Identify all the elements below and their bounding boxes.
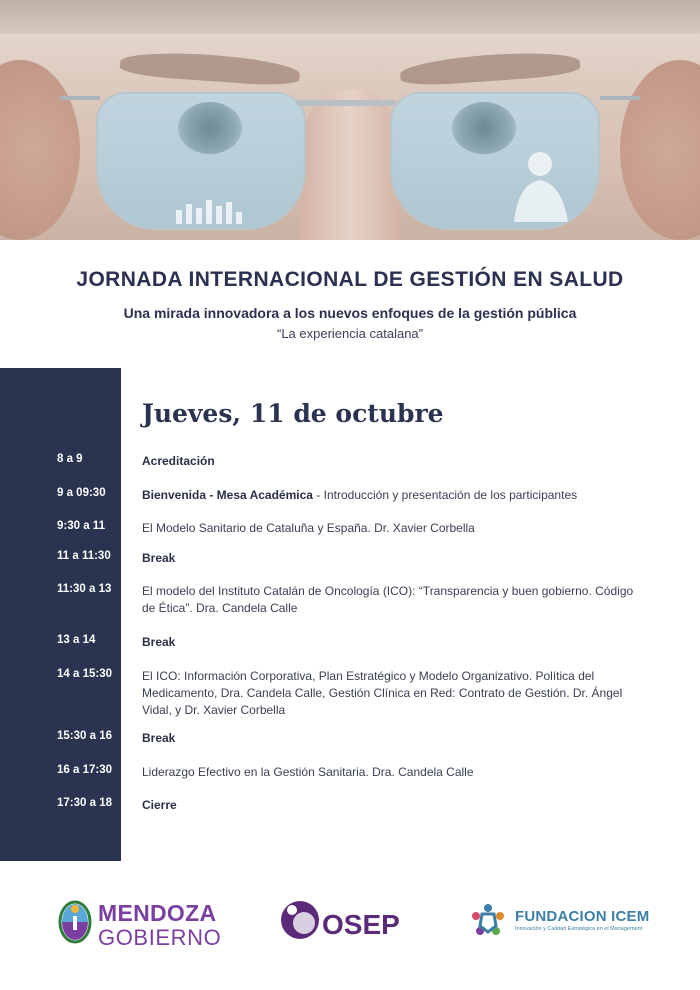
schedule-description: Break bbox=[142, 635, 176, 649]
header-photo bbox=[0, 0, 700, 240]
icem-tagline: Innovación y Calidad Estratégica en el Management bbox=[515, 926, 643, 932]
schedule-description: El modelo del Instituto Catalán de Oncología (ICO): “Transparencia y buen gobierno. Código de Ética”. Dra. Candela Calle bbox=[142, 584, 634, 615]
sponsor-logos bbox=[0, 890, 700, 960]
mendoza-shield-icon bbox=[58, 900, 92, 944]
schedule-time: 13 a 14 bbox=[57, 634, 96, 646]
icem-wordmark: FUNDACION ICEM bbox=[515, 908, 650, 925]
event-subtitle: Una mirada innovadora a los nuevos enfoques de la gestión pública bbox=[123, 305, 577, 321]
osep-wordmark: OSEP bbox=[322, 909, 400, 940]
schedule-description: Bienvenida - Mesa Académica - Introducción y presentación de los participantes bbox=[142, 488, 578, 502]
gobierno-wordmark: GOBIERNO bbox=[98, 925, 222, 950]
osep-logo bbox=[278, 898, 428, 948]
schedule-time: 11 a 11:30 bbox=[57, 550, 111, 562]
osep-circle-icon bbox=[278, 898, 322, 942]
mendoza-wordmark: MENDOZA bbox=[98, 900, 217, 926]
program-day: Jueves, 11 de octubre bbox=[142, 399, 444, 428]
schedule-description: El ICO: Información Corporativa, Plan Estratégico y Modelo Organizativo. Política del Medicamento, Dra. Candela Calle, Gestión Clínica en Red: Contrato de Gestión. Dr. Ángel Vidal, y Dr. Xavier Corbella bbox=[142, 669, 623, 717]
schedule-description: Liderazgo Efectivo en la Gestión Sanitaria. Dra. Candela Calle bbox=[142, 765, 474, 779]
event-title: JORNADA INTERNACIONAL DE GESTIÓN EN SALUD bbox=[76, 268, 624, 291]
event-quote: “La experiencia catalana” bbox=[277, 326, 423, 341]
schedule-time: 17:30 a 18 bbox=[57, 797, 112, 809]
schedule-time: 14 a 15:30 bbox=[57, 668, 112, 680]
schedule-time: 8 a 9 bbox=[57, 453, 83, 465]
schedule-time: 15:30 a 16 bbox=[57, 730, 112, 742]
bar-chart-reflection bbox=[176, 198, 256, 224]
schedule-description: El Modelo Sanitario de Cataluña y España. Dr. Xavier Corbella bbox=[142, 521, 475, 535]
mendoza-gobierno-logo bbox=[58, 898, 238, 954]
schedule-description: Acreditación bbox=[142, 454, 215, 468]
schedule-side-panel bbox=[0, 368, 121, 861]
left-lens bbox=[96, 92, 306, 230]
schedule-description: Break bbox=[142, 731, 176, 745]
person-reflection bbox=[492, 144, 572, 224]
schedule-time: 9:30 a 11 bbox=[57, 520, 105, 532]
right-lens bbox=[390, 92, 600, 230]
schedule-description: Cierre bbox=[142, 798, 177, 812]
schedule-time: 9 a 09:30 bbox=[57, 487, 106, 499]
people-circle-icon bbox=[468, 900, 508, 940]
fundacion-icem-logo bbox=[468, 900, 658, 946]
schedule-description: Break bbox=[142, 551, 176, 565]
schedule-time: 16 a 17:30 bbox=[57, 764, 112, 776]
schedule-time: 11:30 a 13 bbox=[57, 583, 112, 595]
